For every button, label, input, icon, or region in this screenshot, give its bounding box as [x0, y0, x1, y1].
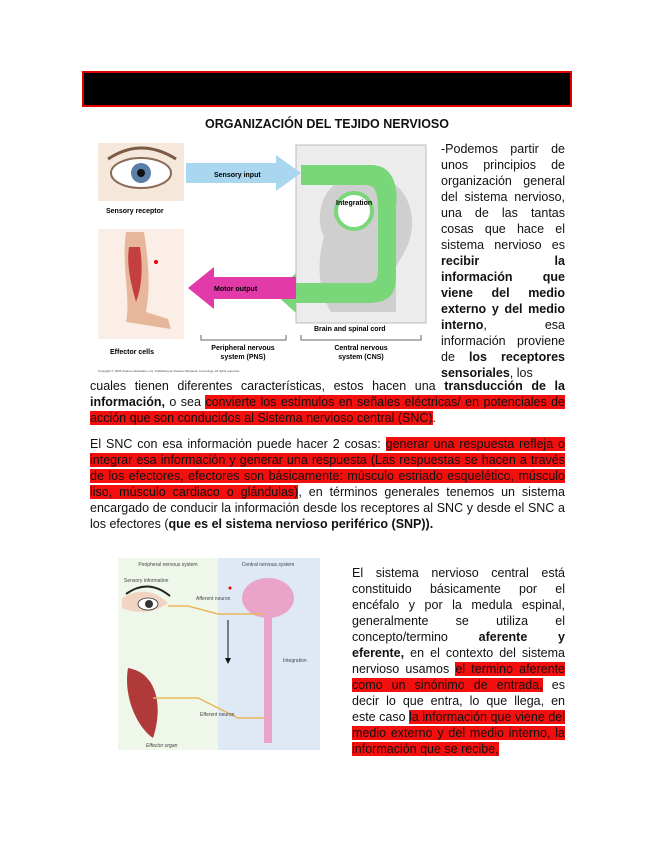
paragraph-2: El SNC con esa información puede hacer 2 cosas: generar una respuesta refleja o integrar esa información y generar una respuesta (Las respuestas se hacen a través de los efectores, efectores son básicamente: músculo estriado esquelético, músculo liso, músculo cardiaco o glándulas), en términos generales tenemos un sistema encargado de conducir la información desde los receptores al SNC y desde el SNC a los efectores (que es el sistema nervioso periférico (SNP)). [90, 437, 565, 531]
pns-label-2: system (PNS) [220, 354, 266, 361]
brain [242, 578, 294, 618]
highlight: la información que viene del medio externo y del medio interno, la información que se recibe, [352, 710, 566, 756]
pns-title: Peripheral nervous system [138, 562, 198, 568]
pns-panel [118, 558, 218, 750]
effector-cells-label: Effector cells [110, 349, 154, 356]
highlight: el termino aferente como un sinónimo de entrada, [352, 662, 565, 692]
spinal-cord [264, 616, 272, 743]
sensory-input-label: Sensory input [214, 172, 261, 179]
header-bar [82, 71, 572, 107]
sensory-info-label: Sensory information [124, 578, 169, 584]
highlight: convierte los estímulos en señales eléctricas/ en potenciales de acción que son conducidos al Sistema nervioso central (SNC) [90, 395, 566, 425]
nervous-system-diagram [96, 137, 432, 377]
cns-title: Central nervous system [241, 562, 295, 568]
section-heading: ORGANIZACIÓN DEL TEJIDO NERVIOSO [204, 117, 449, 131]
motor-output-label: Motor output [214, 286, 258, 293]
afferent-label: Afferent neuron [196, 596, 231, 602]
highlight: generar una respuesta refleja o integrar esa información y generar una respuesta (Las respuestas se hacen a través de los efectores, efectores son básicamente: músculo estriado esquelético, músculo liso, músculo cardiaco o glándulas) [90, 437, 565, 499]
efferent-label: Efferent neuron [200, 712, 235, 718]
cns-label-1: Central nervous [334, 345, 388, 352]
brain-spinal-cord-label: Brain and spinal cord [314, 326, 386, 333]
integration-label: Integration [336, 200, 373, 207]
afferent-efferent-diagram [118, 558, 320, 750]
copyright-text: Copyright © 2004 Pearson Education, Inc. Publishing as Pearson Benjamin Cummings. All rights reserved. [98, 369, 240, 373]
paragraph-3: El sistema nervioso central está constituido básicamente por el encéfalo y por la medula espinal, generalmente se utiliza el concepto/termino aferente y eferente, en el contexto del sistema nervioso usamos el termino aferente como un sinónimo de entrada, es decir lo que entra, lo que llega, en este caso la información que viene del medio externo y del medio interno, la información que se recibe, [352, 566, 566, 756]
cns-label-2: system (CNS) [338, 354, 384, 361]
sensory-receptor-label: Sensory receptor [106, 208, 164, 215]
integration-label: Integration [283, 658, 307, 664]
paragraph-1-continued: cuales tienen diferentes características, estos hacen una transducción de la información, o sea convierte los estímulos en señales eléctricas/ en potenciales de acción que son conducidos al Sistema nervioso central (SNC). [90, 379, 566, 425]
effector-label: Effector organ [146, 743, 178, 749]
pns-label-1: Peripheral nervous [211, 345, 275, 352]
paragraph-1-side: -Podemos partir de unos principios de organización general del sistema nervioso, una de las tantas cosas que hace el sistema nervioso es recibir la información que viene del medio externo y del medio interno, esa información proviene de los receptores sensoriales, los [441, 142, 565, 380]
